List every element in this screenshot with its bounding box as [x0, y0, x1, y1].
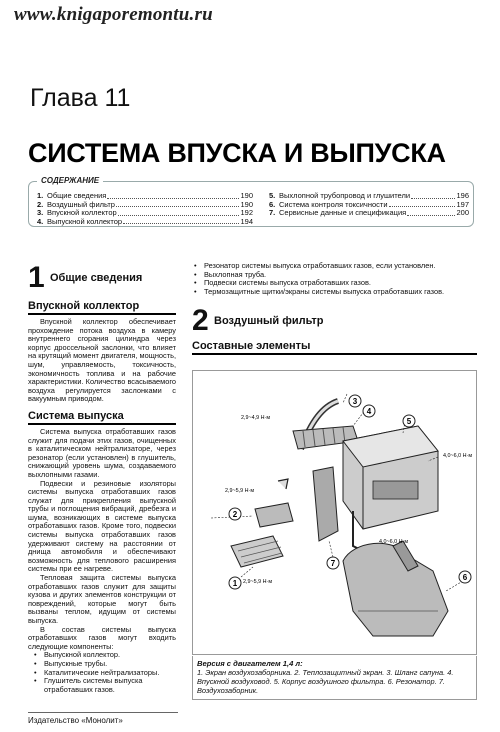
air-filter-housing-shape: [343, 426, 438, 551]
callout-number: 1: [232, 579, 238, 588]
toc-dots: [123, 218, 239, 225]
toc-item-label: Выхлопной трубопровод и глушители: [279, 191, 411, 200]
heat-shield-shape: [255, 503, 293, 527]
callout-5: [403, 415, 415, 427]
air-filter-illustration: [193, 371, 476, 654]
toc-item-num: 4.: [37, 216, 44, 226]
toc-item-label: Общие сведения: [47, 191, 107, 200]
list-item: • Глушитель системы выпуска отработавших газов.: [34, 677, 176, 694]
chapter-heading: Глава 11: [30, 84, 131, 112]
watermark-url: www.knigaporemontu.ru: [14, 4, 213, 25]
footer-divider: [28, 712, 178, 713]
caption-heading: Версия с двигателем 1,4 л:: [197, 659, 303, 668]
toc-item-label: Система контроля токсичности: [279, 199, 388, 209]
callout-number: 7: [330, 559, 336, 568]
list-item: • Каталитические нейтрализаторы.: [34, 669, 176, 678]
resonator-shape: [343, 541, 448, 636]
toc-item-num: 7.: [269, 208, 276, 217]
exhaust-subtitle: Система выпуска: [28, 410, 176, 425]
toc-item-label: Впускной коллектор: [47, 208, 117, 217]
toc-item[interactable]: [37, 218, 253, 227]
callout-1: [229, 577, 241, 589]
toc-dots: [389, 201, 456, 208]
toc-item-label: Воздушный фильтр: [47, 199, 115, 209]
exhaust-paragraph-1: Система выпуска отработавших газов служит для подачи этих газов, очищенных в каталитическом нейтрализаторе, через резонатор (если установлен) в глушитель, снижающий уровень шума, создаваемого выхлопными газами.: [28, 426, 176, 479]
list-item: • Резонатор системы выпуска отработавших газов, если установлен.: [192, 262, 477, 271]
callout-number: 2: [232, 510, 238, 519]
toc-heading: СОДЕРЖАНИЕ: [37, 176, 103, 185]
intake-subtitle: Впускной коллектор: [28, 300, 176, 315]
toc-item-num: 5.: [269, 191, 276, 200]
components-subtitle: Составные элементы: [192, 340, 477, 355]
diagram-caption: [192, 656, 477, 700]
footer-publisher: Издательство «Монолит»: [28, 716, 123, 725]
toc-left-column: [37, 192, 253, 226]
caption-body: 1. Экран воздухозаборника. 2. Теплозащитный экран. 3. Шланг сапуна. 4. Впускной воздуховод. 5. Корпус воздушного фильтра. 6. Резонатор. 7. Воздухозаборник.: [197, 668, 454, 695]
section-title: Воздушный фильтр: [214, 315, 324, 328]
callout-number: 3: [352, 397, 358, 406]
list-item: • Подвески системы выпуска отработавших газов.: [192, 279, 477, 288]
toc-item[interactable]: [269, 209, 469, 218]
intake-screen-shape: [231, 536, 283, 567]
list-item: • Выхлопная труба.: [192, 271, 477, 280]
air-filter-diagram: [192, 370, 477, 655]
toc-item-page: 194: [240, 216, 253, 226]
section-number: 2: [192, 304, 209, 338]
toc-item-page: 200: [456, 208, 469, 217]
toc-item-page: 190: [240, 199, 253, 209]
toc-dots: [107, 192, 239, 199]
air-intake-shape: [313, 467, 338, 541]
exhaust-paragraph-3: Тепловая защита системы выпуска отработавших газов служит для защиты кузова и других элементов конструкции от повреждений, которые могут быть вызваны теплом, идущим от системы выпуска.: [28, 573, 176, 625]
toc-dots: [118, 209, 240, 216]
left-column: [28, 262, 176, 694]
exhaust-components-list: [34, 651, 176, 694]
torque-label: 4,0~6,0 Н·м: [443, 453, 473, 459]
torque-label: 2,9~5,9 Н·м: [243, 579, 273, 585]
callout-number: 6: [462, 573, 468, 582]
callout-2: [229, 508, 241, 520]
section-2-header: [192, 306, 477, 336]
torque-label: 2,9~4,9 Н·м: [241, 415, 271, 421]
callout-number: 4: [366, 407, 372, 416]
intake-paragraph: Впускной коллектор обеспечивает прохождение потока воздуха в камеру внутреннего сгорания цилиндра через корпус дроссельной заслонки, что влияет на крутящий момент двигателя, мощность, шум, управляемость, токсичность, экономичность топлива и на рабочие характеристики. Количество всасываемого воздуха регулируется заслонками с вакуумным приводом.: [28, 317, 176, 404]
toc-right-column: [269, 192, 469, 218]
toc-item-label: Выпускной коллектор: [47, 216, 123, 226]
toc-item-page: 196: [456, 191, 469, 200]
toc-item-label: Сервисные данные и спецификация: [279, 208, 407, 217]
list-item: • Выпускные трубы.: [34, 660, 176, 669]
torque-label: 2,9~5,9 Н·м: [225, 488, 255, 494]
right-column: [192, 262, 477, 355]
toc-item-page: 192: [240, 208, 253, 217]
toc-dots: [407, 209, 455, 216]
toc-dots: [116, 201, 240, 208]
list-item: • Термозащитные щитки/экраны системы выпуска отработавших газов.: [192, 288, 477, 297]
toc-item-page: 197: [456, 199, 469, 209]
toc-item-num: 2.: [37, 199, 44, 209]
callout-number: 5: [406, 417, 412, 426]
callout-7: [327, 557, 339, 569]
table-of-contents: [28, 176, 474, 227]
exhaust-paragraph-2: Подвески и резиновые изоляторы системы выпуска отработавших газов служат для прикрепления выпускной трубы и поглощения вибраций, дребезга и шума, возникающих в системе выпуска отработавших газов. Кроме того, подвески системы выпуска отработавших газов удерживают систему на расстоянии от днища автомобиля и обеспечивают возможность для теплового расширения системы при ее нагреве.: [28, 478, 176, 574]
toc-item-num: 6.: [269, 199, 276, 209]
toc-item-num: 3.: [37, 208, 44, 217]
toc-item-page: 190: [240, 191, 253, 200]
callout-6: [459, 571, 471, 583]
section-number: 1: [28, 261, 45, 294]
exhaust-components-list-cont: [192, 262, 477, 296]
torque-label: 4,0~6,0 Н·м: [379, 539, 409, 545]
section-title: Общие сведения: [50, 272, 143, 284]
callout-3: [349, 395, 361, 407]
exhaust-paragraph-4: В состав системы выпуска отработавших газов могут входить следующие компоненты:: [28, 624, 176, 651]
toc-dots: [411, 192, 455, 199]
toc-item-num: 1.: [37, 191, 44, 200]
list-item: • Выпускной коллектор.: [34, 651, 176, 660]
callout-4: [363, 405, 375, 417]
page-title: СИСТЕМА ВПУСКА И ВЫПУСКА: [28, 138, 446, 168]
section-1-header: [28, 262, 176, 294]
